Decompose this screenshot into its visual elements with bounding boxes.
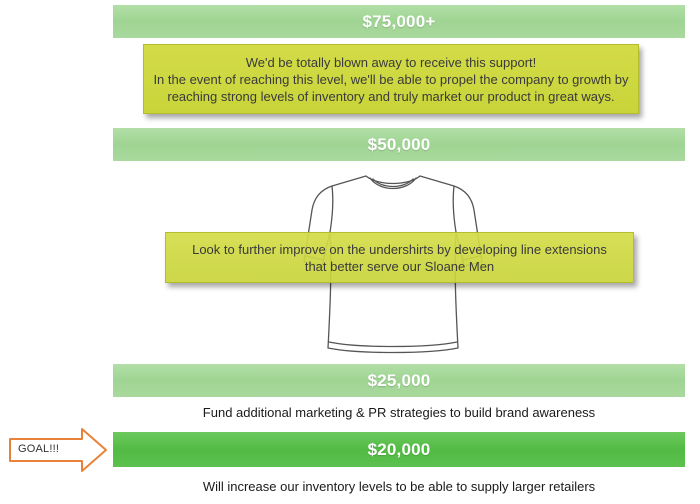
tier-25000-amount: $25,000 — [367, 370, 431, 390]
tier-50000-amount: $50,000 — [367, 134, 431, 154]
tier-20000-bar — [113, 432, 685, 467]
tier-25000-caption: Fund additional marketing & PR strategies to build brand awareness — [202, 405, 596, 420]
goal-label: GOAL!!! — [18, 443, 60, 455]
goal-marker — [8, 427, 108, 473]
tier-75000-note-line-3: reaching strong levels of inventory and truly market our product in great ways. — [167, 88, 615, 104]
tier-20000-amount: $20,000 — [367, 439, 431, 459]
tier-50000-note — [165, 232, 634, 283]
tier-25000-bar — [113, 364, 685, 397]
tier-75000-note-line-2: In the event of reaching this level, we'll be able to propel the company to growth by — [153, 71, 629, 87]
tier-75000-bar — [113, 5, 685, 38]
tier-50000-bar — [113, 128, 685, 161]
tier-50000-note-line-2: that better serve our Sloane Men — [304, 258, 495, 274]
tier-75000-note — [143, 44, 639, 114]
tier-50000-note-line-1: Look to further improve on the undershirts by developing line extensions — [192, 241, 607, 257]
tier-20000-caption: Will increase our inventory levels to be able to supply larger retailers — [202, 479, 596, 494]
tier-75000-amount: $75,000+ — [362, 11, 436, 31]
tier-75000-note-line-1: We'd be totally blown away to receive this support! — [245, 54, 537, 70]
